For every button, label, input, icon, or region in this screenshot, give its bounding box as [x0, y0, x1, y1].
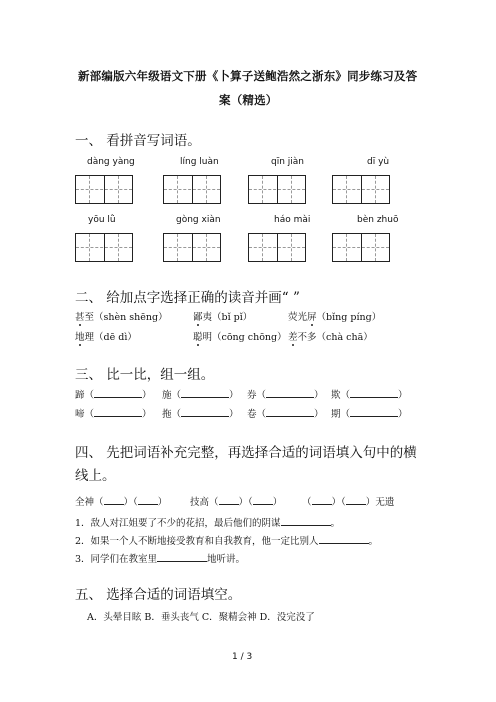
pinyin: líng luàn	[180, 157, 219, 167]
writing-grid[interactable]	[75, 233, 133, 262]
pronunciation-item: 鄙夷（bǐ pǐ）	[193, 312, 253, 323]
compare-item[interactable]: 施（ ）	[162, 390, 239, 401]
section-4-heading: 四、 先把词语补充完整，再选择合适的词语填入句中的横	[75, 445, 417, 461]
compare-item[interactable]: 蹄（ ）	[75, 390, 152, 401]
section-1-heading: 一、 看拼音写词语。	[75, 133, 201, 149]
idiom-fill-3[interactable]: （ ）（ ）无遗	[302, 497, 395, 508]
pronunciation-item: 差不多（chà chā）	[288, 332, 373, 343]
compare-item[interactable]: 啼（ ）	[75, 409, 152, 420]
writing-grid[interactable]	[163, 233, 221, 262]
pinyin: gòng xiàn	[176, 215, 221, 225]
section-3-heading: 三、 比一比，组一组。	[75, 367, 215, 383]
pinyin: qīn jiàn	[271, 157, 304, 167]
writing-grid[interactable]	[332, 175, 390, 204]
pinyin: dàng yàng	[87, 157, 135, 167]
compare-item[interactable]: 卷（ ）	[247, 409, 324, 420]
writing-grid[interactable]	[332, 233, 390, 262]
page-title-line2: 案（精选）	[219, 93, 278, 107]
writing-grid[interactable]	[75, 175, 133, 204]
page-title-line1: 新部编版六年级语文下册《卜算子送鲍浩然之浙东》同步练习及答	[78, 69, 418, 83]
writing-grid[interactable]	[248, 175, 306, 204]
compare-item[interactable]: 券（ ）	[247, 390, 324, 401]
writing-grid[interactable]	[163, 175, 221, 204]
section-4-heading-cont: 线上。	[75, 468, 116, 484]
word-options: A．头晕目眩 B．垂头丧气 C．聚精会神 D．没完没了	[87, 612, 315, 623]
compare-item[interactable]: 欺（ ）	[331, 390, 408, 401]
pinyin: háo mài	[274, 215, 311, 225]
idiom-fill-2[interactable]: 技高（ ）（ ）	[190, 497, 283, 508]
pinyin: yōu lǜ	[88, 215, 116, 225]
pinyin: bèn zhuō	[357, 215, 399, 225]
pronunciation-item: 聪明（cōng chōng）	[193, 332, 287, 343]
question-3[interactable]: 3．同学们在教室里 地听讲。	[75, 554, 246, 565]
section-2-heading: 二、 给加点字选择正确的读音并画“ ”	[75, 290, 300, 306]
compare-item[interactable]: 拖（ ）	[162, 409, 239, 420]
writing-grid[interactable]	[248, 233, 306, 262]
pronunciation-item: 地理（dē dì）	[75, 332, 137, 343]
section-5-heading: 五、 选择合适的词语填空。	[75, 587, 242, 603]
page-number: 1 / 3	[232, 652, 253, 662]
pronunciation-item: 甚至（shèn shēng）	[75, 312, 168, 323]
idiom-fill-1[interactable]: 全神（ ）（ ）	[75, 497, 168, 508]
pinyin: dī yù	[367, 157, 390, 167]
pronunciation-item: 荧光屏（bǐng píng）	[288, 312, 382, 323]
question-1[interactable]: 1．敌人对江姐要了不少的花招，最后他们的阴谋 。	[75, 518, 341, 529]
question-2[interactable]: 2．如果一个人不断地接受教育和自我教育，他一定比别人 。	[75, 536, 379, 547]
compare-item[interactable]: 期（ ）	[331, 409, 408, 420]
